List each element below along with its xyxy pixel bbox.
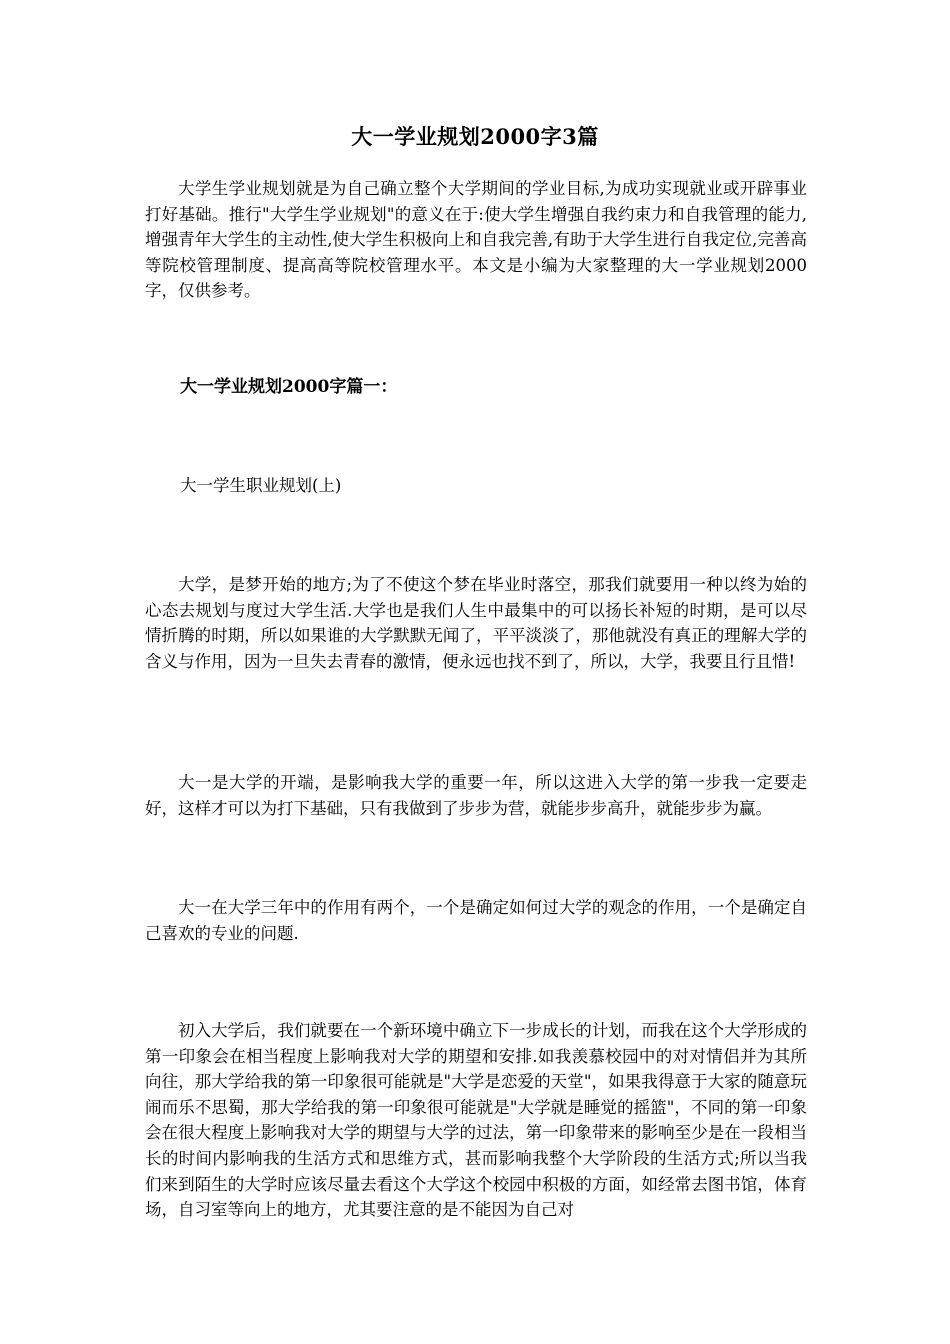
body-paragraph: 大一是大学的开端，是影响我大学的重要一年，所以这进入大学的第一步我一定要走好，这样才可以为打下基础，只有我做到了步步为营，就能步步高升，就能步步为赢。 bbox=[145, 773, 807, 818]
body-paragraph: 大一在大学三年中的作用有两个，一个是确定如何过大学的观念的作用，一个是确定自己喜欢的专业的问题. bbox=[145, 898, 807, 943]
section-heading: 大一学业规划2000字篇一： bbox=[180, 377, 398, 397]
document-title: 大一学业规划2000字3篇 bbox=[351, 124, 599, 149]
body-paragraph: 大学，是梦开始的地方;为了不使这个梦在毕业时落空，那我们就要用一种以终为始的心态去规划与度过大学生活.大学也是我们人生中最集中的可以扬长补短的时期，是可以尽情折腾的时期，所以如果谁的大学默默无闻了，平平淡淡了，那他就没有真正的理解大学的含义与作用，因为一旦失去青春的激情，便永远也找不到了，所以，大学，我要且行且惜! bbox=[145, 575, 807, 671]
intro-paragraph: 大学生学业规划就是为自己确立整个大学期间的学业目标,为成功实现就业或开辟事业打好基础。推行"大学生学业规划"的意义在于:使大学生增强自我约束力和自我管理的能力,增强青年大学生的主动性,使大学生积极向上和自我完善,有助于大学生进行自我定位,完善高等院校管理制度、提高高等院校管理水平。本文是小编为大家整理的大一学业规划2000字，仅供参考。 bbox=[145, 179, 807, 301]
body-paragraph: 初入大学后，我们就要在一个新环境中确立下一步成长的计划，而我在这个大学形成的第一印象会在相当程度上影响我对大学的期望和安排.如我羡慕校园中的对对情侣并为其所向往，那大学给我的第一印象很可能就是"大学是恋爱的天堂"，如果我得意于大家的随意玩闹而乐不思蜀，那大学给我的第一印象很可能就是"大学就是睡觉的摇篮"，不同的第一印象会在很大程度上影响我对大学的期望与大学的过法，第一印象带来的影响至少是在一段相当长的时间内影响我的生活方式和思维方式，甚而影响我整个大学阶段的生活方式;所以当我们来到陌生的大学时应该尽量去看这个大学这个校园中积极的方面，如经常去图书馆，体育场，自习室等向上的地方，尤其要注意的是不能因为自己对 bbox=[145, 1021, 807, 1220]
section-subtitle: 大一学生职业规划(上) bbox=[180, 476, 342, 495]
